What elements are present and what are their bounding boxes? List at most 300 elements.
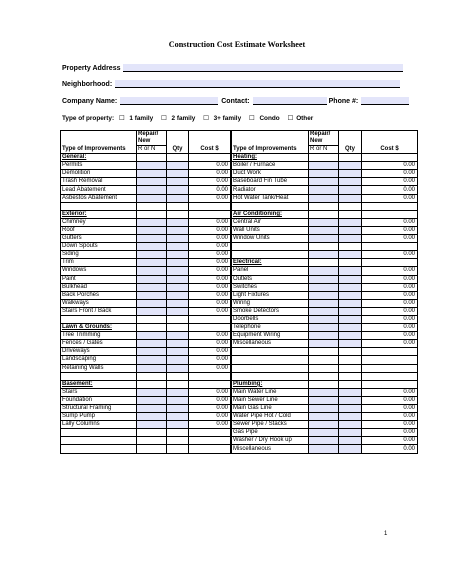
- cost-cell: 0.00: [362, 388, 418, 396]
- item-label: Gutters: [61, 235, 137, 243]
- repair-new-cell[interactable]: [137, 283, 167, 291]
- qty-cell[interactable]: [167, 324, 189, 332]
- item-label: Gas Pipe: [232, 429, 309, 437]
- cost-cell: [189, 437, 231, 445]
- repair-new-cell[interactable]: [137, 437, 167, 445]
- qty-cell[interactable]: [167, 162, 189, 170]
- repair-new-cell[interactable]: [137, 332, 167, 340]
- cost-cell: 0.00: [362, 162, 418, 170]
- repair-new-cell[interactable]: [309, 218, 339, 226]
- qty-cell[interactable]: [167, 332, 189, 340]
- qty-cell[interactable]: [339, 429, 362, 437]
- repair-new-cell[interactable]: [137, 429, 167, 437]
- repair-new-cell[interactable]: [309, 413, 339, 421]
- item-label: Smoke Detectors: [232, 307, 309, 315]
- table-row: [232, 340, 418, 348]
- cost-cell: 0.00: [362, 315, 418, 323]
- item-label: Miscellaneous: [232, 445, 309, 453]
- item-label: Window Units: [232, 235, 309, 243]
- qty-cell[interactable]: [167, 413, 189, 421]
- repair-new-cell[interactable]: [137, 396, 167, 404]
- table-row: [232, 324, 418, 332]
- cost-cell: 0.00: [362, 218, 418, 226]
- qty-cell[interactable]: [167, 380, 189, 388]
- qty-cell[interactable]: [339, 356, 362, 364]
- qty-cell[interactable]: [167, 307, 189, 315]
- repair-new-cell[interactable]: [137, 251, 167, 259]
- cost-cell: [362, 356, 418, 364]
- item-label: Structural Framing: [61, 405, 137, 413]
- table-row: [232, 364, 418, 372]
- table-row: [232, 291, 418, 299]
- item-label: Landscaping: [61, 356, 137, 364]
- table-row: [61, 307, 231, 315]
- repair-new-cell[interactable]: [309, 405, 339, 413]
- repair-new-cell[interactable]: [309, 340, 339, 348]
- repair-new-cell[interactable]: [137, 380, 167, 388]
- neighborhood-field[interactable]: [115, 80, 400, 88]
- cost-cell: 0.00: [189, 307, 231, 315]
- item-label: [232, 372, 309, 380]
- table-row: [61, 437, 231, 445]
- phone-field[interactable]: [361, 97, 409, 105]
- repair-new-cell[interactable]: [309, 315, 339, 323]
- qty-cell[interactable]: [339, 226, 362, 234]
- repair-new-cell[interactable]: [309, 202, 339, 210]
- repair-code-header: R or N: [309, 146, 339, 154]
- property-type-option-condo[interactable]: ☐ Condo: [248, 115, 280, 122]
- table-row: [61, 202, 231, 210]
- qty-cell[interactable]: [339, 243, 362, 251]
- item-label: Foundation: [61, 396, 137, 404]
- qty-cell[interactable]: [167, 202, 189, 210]
- qty-cell[interactable]: [167, 388, 189, 396]
- qty-cell[interactable]: [339, 348, 362, 356]
- repair-new-cell[interactable]: [309, 178, 339, 186]
- qty-cell[interactable]: [167, 445, 189, 453]
- cost-cell: 0.00: [189, 283, 231, 291]
- qty-cell[interactable]: [339, 186, 362, 194]
- repair-new-cell[interactable]: [137, 218, 167, 226]
- repair-new-cell[interactable]: [309, 388, 339, 396]
- contact-label: Contact:: [221, 98, 250, 105]
- qty-cell[interactable]: [339, 445, 362, 453]
- qty-cell[interactable]: [339, 218, 362, 226]
- item-label: Radiator: [232, 186, 309, 194]
- item-label: Boiler / Furnace: [232, 162, 309, 170]
- repair-new-cell[interactable]: [309, 380, 339, 388]
- item-label: Wiring: [232, 299, 309, 307]
- item-label: Chimney: [61, 218, 137, 226]
- table-row: [61, 154, 231, 162]
- qty-cell[interactable]: [339, 421, 362, 429]
- item-label: Permits: [61, 162, 137, 170]
- repair-new-cell[interactable]: [309, 332, 339, 340]
- repair-new-cell[interactable]: [137, 210, 167, 218]
- table-row: [232, 243, 418, 251]
- repair-new-cell[interactable]: [137, 154, 167, 162]
- repair-new-cell[interactable]: [309, 283, 339, 291]
- repair-new-cell[interactable]: [137, 413, 167, 421]
- qty-cell[interactable]: [167, 210, 189, 218]
- repair-new-cell[interactable]: [309, 421, 339, 429]
- repair-new-cell[interactable]: [137, 259, 167, 267]
- item-label: [232, 356, 309, 364]
- item-label: [61, 202, 137, 210]
- cost-cell: 0.00: [362, 283, 418, 291]
- qty-cell[interactable]: [339, 324, 362, 332]
- qty-cell[interactable]: [167, 154, 189, 162]
- repair-new-cell[interactable]: [137, 162, 167, 170]
- repair-new-cell[interactable]: [309, 170, 339, 178]
- cost-cell: 0.00: [189, 291, 231, 299]
- qty-cell[interactable]: [167, 186, 189, 194]
- table-row: [232, 218, 418, 226]
- qty-cell[interactable]: [339, 267, 362, 275]
- repair-new-cell[interactable]: [137, 364, 167, 372]
- item-label: [232, 243, 309, 251]
- qty-cell[interactable]: [167, 421, 189, 429]
- item-label: Main Gas Line: [232, 405, 309, 413]
- qty-cell[interactable]: [167, 429, 189, 437]
- header-row: [61, 131, 231, 146]
- cost-cell: 0.00: [362, 413, 418, 421]
- qty-cell[interactable]: [339, 396, 362, 404]
- item-label: Retaining Walls: [61, 364, 137, 372]
- qty-cell[interactable]: [167, 218, 189, 226]
- table-row: [232, 178, 418, 186]
- cost-cell: 0.00: [189, 364, 231, 372]
- qty-cell[interactable]: [339, 372, 362, 380]
- repair-new-cell[interactable]: [137, 307, 167, 315]
- repair-new-cell[interactable]: [309, 324, 339, 332]
- table-row: [61, 364, 231, 372]
- item-label: Water Pipe Hot / Cold: [232, 413, 309, 421]
- repair-new-cell[interactable]: [309, 194, 339, 202]
- cost-cell: 0.00: [362, 291, 418, 299]
- table-row: [232, 267, 418, 275]
- table-row: [61, 291, 231, 299]
- qty-cell[interactable]: [339, 315, 362, 323]
- cost-cell: [362, 243, 418, 251]
- qty-cell[interactable]: [339, 170, 362, 178]
- qty-cell[interactable]: [339, 405, 362, 413]
- item-label: Asbestos Abatement: [61, 194, 137, 202]
- repair-new-cell[interactable]: [309, 356, 339, 364]
- repair-new-cell[interactable]: [309, 267, 339, 275]
- repair-new-cell[interactable]: [309, 364, 339, 372]
- repair-new-cell[interactable]: [309, 235, 339, 243]
- cost-cell: 0.00: [189, 275, 231, 283]
- item-label: Light Fixtures: [232, 291, 309, 299]
- table-row: [232, 421, 418, 429]
- qty-cell[interactable]: [339, 154, 362, 162]
- table-row: [232, 259, 418, 267]
- table-row: [61, 259, 231, 267]
- repair-new-cell[interactable]: [137, 348, 167, 356]
- item-label: Lead Abatement: [61, 186, 137, 194]
- repair-new-cell[interactable]: [309, 226, 339, 234]
- cost-cell: 0.00: [189, 235, 231, 243]
- qty-cell[interactable]: [339, 259, 362, 267]
- cost-cell: 0.00: [189, 226, 231, 234]
- item-label: [61, 315, 137, 323]
- item-label: Air Conditioning:: [232, 210, 309, 218]
- qty-cell[interactable]: [167, 291, 189, 299]
- repair-new-cell[interactable]: [309, 210, 339, 218]
- qty-cell[interactable]: [167, 299, 189, 307]
- qty-cell[interactable]: [167, 235, 189, 243]
- qty-cell[interactable]: [339, 210, 362, 218]
- qty-cell[interactable]: [339, 162, 362, 170]
- property-address-label: Property Address: [62, 65, 121, 72]
- qty-cell[interactable]: [167, 251, 189, 259]
- cost-cell: 0.00: [189, 218, 231, 226]
- property-type-option-1-family[interactable]: ☐ 1 family: [118, 115, 154, 122]
- table-row: [61, 332, 231, 340]
- cost-cell: 0.00: [189, 388, 231, 396]
- repair-new-cell[interactable]: [309, 348, 339, 356]
- item-label: Main Water Line: [232, 388, 309, 396]
- repair-new-cell[interactable]: [137, 291, 167, 299]
- repair-new-cell[interactable]: [137, 267, 167, 275]
- cost-header: Cost $: [189, 131, 231, 154]
- repair-new-cell[interactable]: [309, 299, 339, 307]
- table-row: [61, 413, 231, 421]
- qty-cell[interactable]: [167, 259, 189, 267]
- cost-cell: 0.00: [362, 275, 418, 283]
- qty-cell[interactable]: [339, 202, 362, 210]
- cost-header: Cost $: [362, 131, 418, 154]
- contact-field[interactable]: [253, 97, 327, 105]
- table-row: [61, 243, 231, 251]
- qty-cell[interactable]: [339, 380, 362, 388]
- repair-new-cell[interactable]: [309, 275, 339, 283]
- item-label: Switches: [232, 283, 309, 291]
- property-type-row: [62, 114, 319, 122]
- repair-new-cell[interactable]: [137, 340, 167, 348]
- qty-cell[interactable]: [339, 437, 362, 445]
- property-address-row: [62, 62, 403, 72]
- table-row: [232, 299, 418, 307]
- table-row: [61, 210, 231, 218]
- qty-cell[interactable]: [339, 299, 362, 307]
- qty-cell[interactable]: [167, 226, 189, 234]
- property-type-option-3-family[interactable]: ☐ 3+ family: [203, 115, 242, 122]
- repair-new-cell[interactable]: [309, 307, 339, 315]
- item-label: Down Spouts: [61, 243, 137, 251]
- property-type-option-other[interactable]: ☐ Other: [287, 115, 314, 122]
- right-cost-table: [231, 130, 418, 454]
- qty-header: Qty: [339, 131, 362, 154]
- item-label: Main Sewer Line: [232, 396, 309, 404]
- cost-cell: [189, 210, 231, 218]
- table-row: [232, 154, 418, 162]
- repair-new-cell[interactable]: [137, 202, 167, 210]
- qty-cell[interactable]: [339, 291, 362, 299]
- qty-cell[interactable]: [339, 275, 362, 283]
- cost-cell: [189, 315, 231, 323]
- qty-cell[interactable]: [167, 437, 189, 445]
- cost-cell: [189, 380, 231, 388]
- cost-cell: 0.00: [189, 267, 231, 275]
- item-label: Plumbing:: [232, 380, 309, 388]
- repair-new-cell[interactable]: [309, 445, 339, 453]
- repair-new-cell[interactable]: [137, 388, 167, 396]
- repair-new-cell[interactable]: [137, 445, 167, 453]
- repair-new-cell[interactable]: [137, 421, 167, 429]
- repair-new-cell[interactable]: [137, 178, 167, 186]
- repair-new-cell[interactable]: [309, 437, 339, 445]
- repair-new-cell[interactable]: [137, 170, 167, 178]
- table-row: [232, 202, 418, 210]
- table-row: [61, 194, 231, 202]
- repair-new-cell[interactable]: [309, 291, 339, 299]
- qty-cell[interactable]: [339, 388, 362, 396]
- repair-new-cell[interactable]: [309, 162, 339, 170]
- qty-cell[interactable]: [339, 283, 362, 291]
- cost-cell: 0.00: [362, 332, 418, 340]
- table-row: [232, 429, 418, 437]
- table-row: [232, 356, 418, 364]
- qty-cell[interactable]: [167, 267, 189, 275]
- table-row: [232, 283, 418, 291]
- qty-cell[interactable]: [339, 332, 362, 340]
- cost-cell: 0.00: [362, 405, 418, 413]
- repair-new-cell[interactable]: [309, 372, 339, 380]
- cost-cell: 0.00: [362, 170, 418, 178]
- cost-cell: [362, 202, 418, 210]
- qty-cell[interactable]: [167, 243, 189, 251]
- repair-new-cell[interactable]: [309, 251, 339, 259]
- qty-cell[interactable]: [339, 194, 362, 202]
- qty-cell[interactable]: [339, 307, 362, 315]
- qty-cell[interactable]: [167, 348, 189, 356]
- table-row: [61, 348, 231, 356]
- table-row: [232, 413, 418, 421]
- neighborhood-row: [62, 78, 400, 88]
- qty-cell[interactable]: [339, 364, 362, 372]
- table-row: [61, 315, 231, 323]
- qty-cell[interactable]: [339, 251, 362, 259]
- property-address-field[interactable]: [123, 64, 403, 72]
- item-label: Siding: [61, 251, 137, 259]
- table-row: [61, 388, 231, 396]
- repair-new-cell[interactable]: [309, 186, 339, 194]
- repair-new-cell[interactable]: [137, 324, 167, 332]
- property-type-option-2-family[interactable]: ☐ 2 family: [160, 115, 196, 122]
- cost-cell: [189, 445, 231, 453]
- qty-cell[interactable]: [167, 405, 189, 413]
- neighborhood-label: Neighborhood:: [62, 81, 113, 88]
- item-label: Roof: [61, 226, 137, 234]
- repair-new-cell[interactable]: [137, 194, 167, 202]
- repair-new-cell[interactable]: [309, 429, 339, 437]
- table-row: [61, 235, 231, 243]
- qty-cell[interactable]: [167, 340, 189, 348]
- table-row: [232, 275, 418, 283]
- repair-new-cell[interactable]: [137, 186, 167, 194]
- item-label: Paint: [61, 275, 137, 283]
- table-row: [61, 226, 231, 234]
- repair-new-cell[interactable]: [137, 226, 167, 234]
- table-row: [232, 348, 418, 356]
- cost-cell: 0.00: [189, 178, 231, 186]
- repair-new-cell[interactable]: [137, 243, 167, 251]
- repair-new-cell[interactable]: [137, 275, 167, 283]
- repair-new-cell[interactable]: [137, 235, 167, 243]
- checkbox-icon: ☐: [287, 115, 294, 122]
- cost-cell: 0.00: [189, 251, 231, 259]
- item-label: Washer / Dry Hook up: [232, 437, 309, 445]
- cost-cell: 0.00: [189, 340, 231, 348]
- qty-cell[interactable]: [167, 356, 189, 364]
- table-row: [232, 372, 418, 380]
- qty-header: Qty: [167, 131, 189, 154]
- qty-cell[interactable]: [339, 178, 362, 186]
- repair-new-cell[interactable]: [137, 405, 167, 413]
- cost-cell: 0.00: [362, 340, 418, 348]
- qty-cell[interactable]: [339, 235, 362, 243]
- qty-cell[interactable]: [167, 178, 189, 186]
- cost-cell: 0.00: [189, 299, 231, 307]
- qty-cell[interactable]: [167, 396, 189, 404]
- repair-new-cell[interactable]: [137, 299, 167, 307]
- repair-new-cell[interactable]: [309, 259, 339, 267]
- qty-cell[interactable]: [167, 194, 189, 202]
- item-label: Lawn & Grounds:: [61, 324, 137, 332]
- table-row: [61, 380, 231, 388]
- table-row: [61, 421, 231, 429]
- repair-code-header: R or N: [137, 146, 167, 154]
- type-header: Type of Improvements: [232, 131, 309, 154]
- cost-cell: 0.00: [362, 429, 418, 437]
- company-row: [62, 95, 409, 105]
- qty-cell[interactable]: [339, 340, 362, 348]
- qty-cell[interactable]: [167, 275, 189, 283]
- qty-cell[interactable]: [167, 315, 189, 323]
- table-row: [232, 235, 418, 243]
- table-row: [61, 372, 231, 380]
- cost-cell: 0.00: [362, 251, 418, 259]
- left-cost-table: [60, 130, 231, 454]
- repair-new-cell[interactable]: [137, 372, 167, 380]
- item-label: Central Air: [232, 218, 309, 226]
- item-label: Demolition: [61, 170, 137, 178]
- qty-cell[interactable]: [167, 170, 189, 178]
- repair-new-cell[interactable]: [309, 243, 339, 251]
- cost-cell: 0.00: [362, 186, 418, 194]
- table-row: [232, 380, 418, 388]
- repair-new-cell[interactable]: [137, 356, 167, 364]
- repair-new-cell[interactable]: [309, 396, 339, 404]
- table-row: [61, 218, 231, 226]
- table-row: [232, 194, 418, 202]
- item-label: [61, 372, 137, 380]
- qty-cell[interactable]: [167, 283, 189, 291]
- table-row: [232, 396, 418, 404]
- item-label: Tree Trimming: [61, 332, 137, 340]
- cost-cell: 0.00: [189, 413, 231, 421]
- company-name-field[interactable]: [120, 97, 218, 105]
- phone-label: Phone #:: [328, 98, 359, 105]
- qty-cell[interactable]: [167, 372, 189, 380]
- repair-new-cell[interactable]: [137, 315, 167, 323]
- item-label: Trash Removal: [61, 178, 137, 186]
- repair-new-cell[interactable]: [309, 154, 339, 162]
- qty-cell[interactable]: [339, 413, 362, 421]
- qty-cell[interactable]: [167, 364, 189, 372]
